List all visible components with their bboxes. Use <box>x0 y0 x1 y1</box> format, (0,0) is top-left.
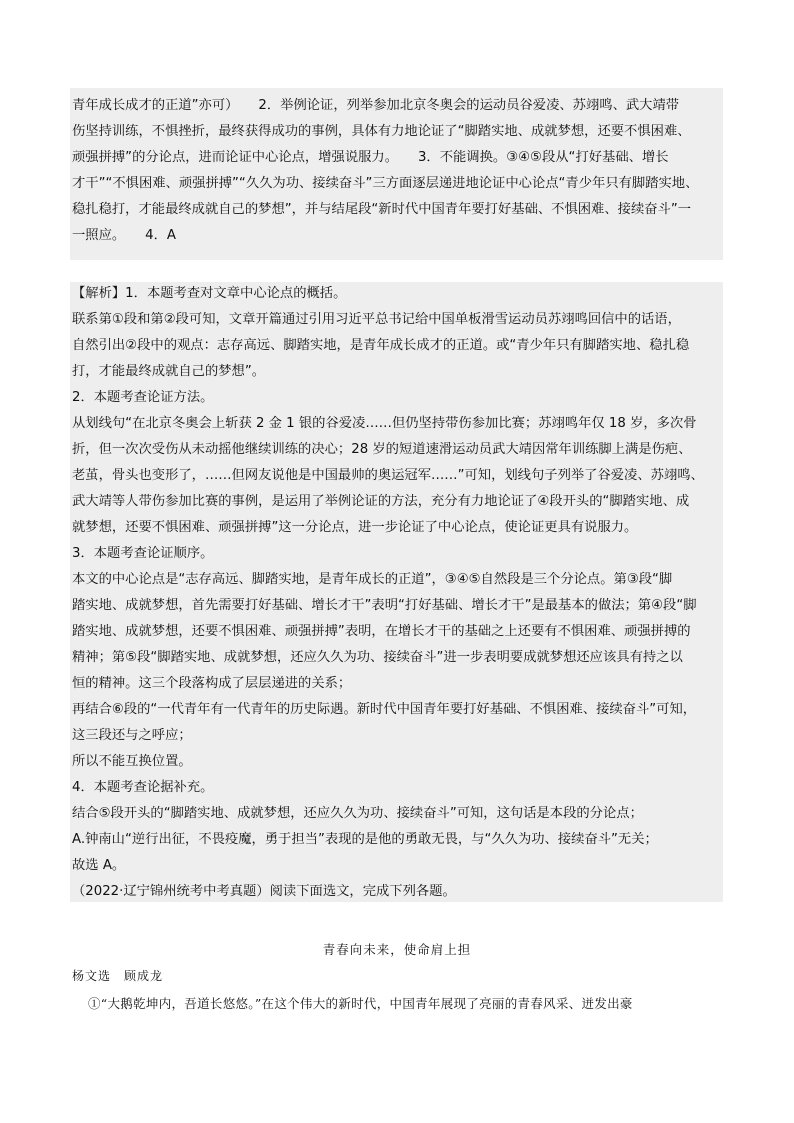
analysis-line: 打，才能最终成就自己的梦想”。 <box>72 364 266 379</box>
analysis-line: 这三段还与之呼应； <box>72 728 192 743</box>
analysis-line: 所以不能互换位置。 <box>72 754 192 769</box>
analysis-heading: 【解析】1．本题考查对文章中心论点的概括。 <box>72 286 347 301</box>
analysis-line: 就梦想，还要不惧困难、顽强拼搏”这一分论点，进一步论证了中心论点，使论证更具有说服力。 <box>72 520 638 535</box>
analysis-line: 武大靖等人带伤参加比赛的事例，是运用了举例论证的方法，充分有力地论证了④段开头的“脚踏实地、成 <box>72 494 690 509</box>
answer-line: 稳扎稳打，才能最终成就自己的梦想”，并与结尾段“新时代中国青年要打好基础、不惧困难、接续奋斗”一 <box>72 202 692 217</box>
analysis-line: 2．本题考查论证方法。 <box>72 390 214 405</box>
analysis-line: 本文的中心论点是“志存高远、脚踏实地，是青年成长的正道”，③④⑤自然段是三个分论点。第③段“脚 <box>72 572 673 587</box>
analysis-line: 恒的精神。这三个段落构成了层层递进的关系； <box>72 676 352 691</box>
article-title: 青春向未来，使命肩上担 <box>322 942 472 957</box>
analysis-line: 折，但一次次受伤从未动摇他继续训练的决心；28 岁的短道速滑运动员武大靖因常年训练脚上满是伤疤、 <box>72 442 692 457</box>
analysis-line: 踏实地、成就梦想，首先需要打好基础、增长才干”表明“打好基础、增长才干”是最基本的做法；第④段“脚 <box>72 598 697 613</box>
analysis-line: 4．本题考查论据补充。 <box>72 780 214 795</box>
analysis-line: 踏实地、成就梦想，还要不惧困难、顽强拼搏”表明，在增长才干的基础之上还要有不惧困难、顽强拼搏的 <box>72 624 691 639</box>
analysis-line: A.钟南山“逆行出征，不畏疫魔，勇于担当”表现的是他的勇敢无畏，与“久久为功、接续奋斗”无关； <box>72 832 658 847</box>
analysis-line: 老茧，骨头也变形了，……但网友说他是中国最帅的奥运冠军……”可知，划线句子列举了谷爱凌、苏翊鸣、 <box>72 468 704 483</box>
analysis-line: 结合⑤段开头的“脚踏实地、成就梦想，还应久久为功、接续奋斗”可知，这句话是本段的分论点； <box>72 806 643 821</box>
answer-line: 才干”“不惧困难、顽强拼搏”“久久为功、接续奋斗”三方面逐层递进地论证中心论点“青少年只有脚踏实地、 <box>72 176 699 191</box>
article-authors: 杨文选 顾成龙 <box>72 969 164 983</box>
analysis-line: 3．本题考查论证顺序。 <box>72 546 214 561</box>
analysis-line: 自然引出②段中的观点：志存高远、脚踏实地，是青年成长成才的正道。或“青少年只有脚踏实地、稳扎稳 <box>72 338 690 353</box>
answer-line: 顽强拼搏”的分论点，进而论证中心论点，增强说服力。 3．不能调换。③④⑤段从“打好基础、增长 <box>72 150 669 165</box>
analysis-line: 故选 A。 <box>72 858 126 873</box>
answer-line: 伤坚持训练，不惧挫折，最终获得成功的事例，具体有力地论证了“脚踏实地、成就梦想，还要不惧困难、 <box>72 124 691 139</box>
analysis-line: 精神；第⑤段“脚踏实地、成就梦想，还应久久为功、接续奋斗”进一步表明要成就梦想还应该具有持之以 <box>72 650 683 665</box>
answer-line: 青年成长成才的正道”亦可） 2．举例论证，列举参加北京冬奥会的运动员谷爱凌、苏翊鸣、武大靖带 <box>72 98 680 113</box>
analysis-line: 从划线句“在北京冬奥会上斩获 2 金 1 银的谷爱凌……但仍坚持带伤参加比赛；苏翊鸣年仅 18 岁，多次骨 <box>72 416 697 431</box>
source-line: （2022·辽宁锦州统考中考真题）阅读下面选文，完成下列各题。 <box>72 884 456 899</box>
answer-line: 一照应。 4．A <box>72 228 176 243</box>
article-paragraph: ①“大鹅乾坤内，吾道长悠悠。”在这个伟大的新时代，中国青年展现了亮丽的青春风采、迸发出豪 <box>88 996 633 1011</box>
analysis-line: 联系第①段和第②段可知，文章开篇通过引用习近平总书记给中国单板滑雪运动员苏翊鸣回信中的话语， <box>72 312 681 327</box>
analysis-line: 再结合⑥段的“一代青年有一代青年的历史际遇。新时代中国青年要打好基础、不惧困难、接续奋斗”可知， <box>72 702 697 717</box>
